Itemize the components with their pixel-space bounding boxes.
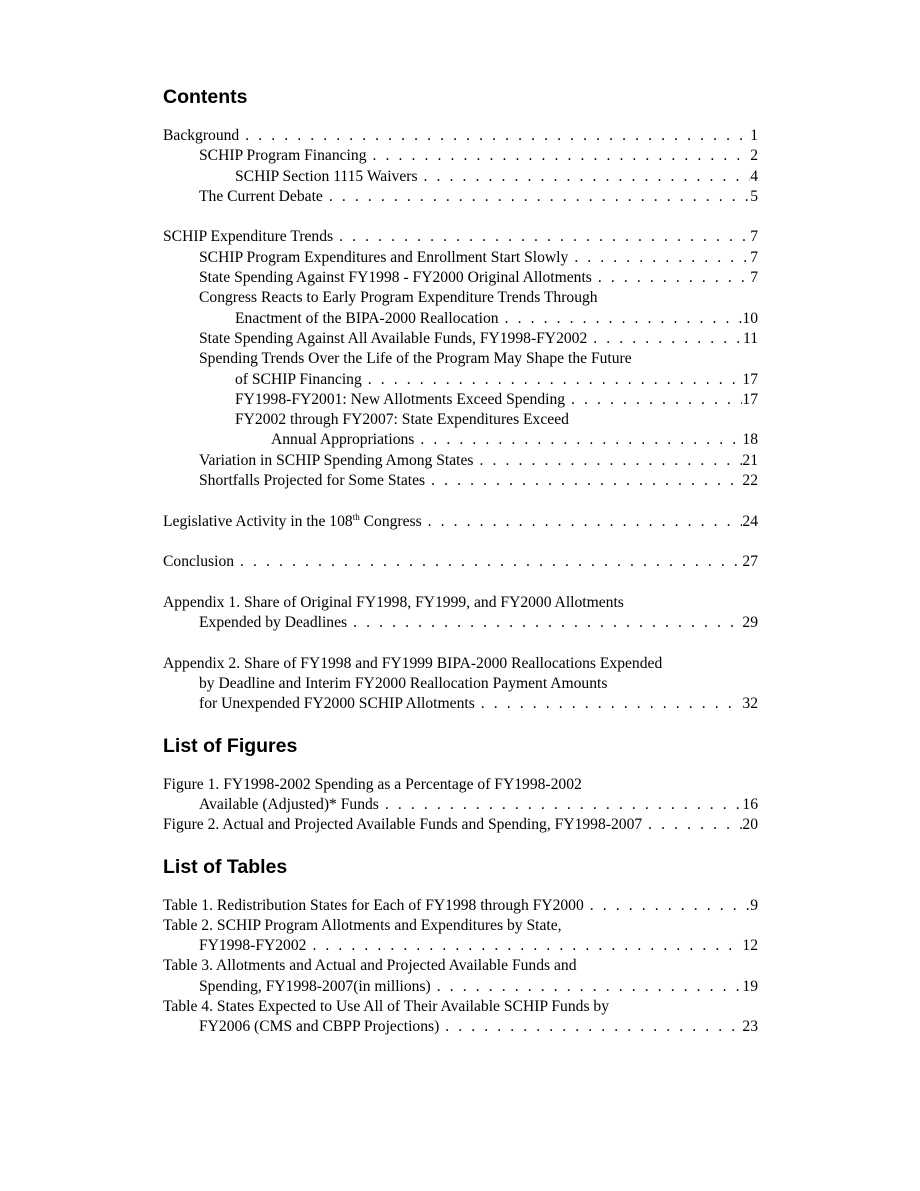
page-number: 24 bbox=[742, 512, 758, 530]
toc-entry[interactable] bbox=[163, 146, 758, 166]
entry-line bbox=[163, 167, 758, 187]
entry-title: Congress Reacts to Early Program Expenditure Trends Through bbox=[199, 289, 598, 307]
dot-leader bbox=[333, 227, 750, 247]
toc-entry[interactable] bbox=[163, 126, 758, 146]
entry-line bbox=[163, 552, 758, 572]
entry-line bbox=[163, 896, 758, 916]
dot-leader bbox=[473, 451, 742, 471]
dot-leader bbox=[362, 370, 743, 390]
dot-leader bbox=[422, 512, 743, 532]
toc-entry[interactable] bbox=[163, 187, 758, 207]
entry-line bbox=[163, 654, 758, 674]
group-spacer bbox=[163, 633, 758, 653]
page-number: 7 bbox=[750, 269, 758, 287]
entry-title: SCHIP Section 1115 Waivers bbox=[235, 167, 418, 185]
page-number: 17 bbox=[742, 370, 758, 388]
toc-entry[interactable] bbox=[163, 997, 758, 1038]
dot-leader bbox=[418, 167, 751, 187]
toc-entry[interactable] bbox=[163, 775, 758, 816]
entry-line bbox=[163, 227, 758, 247]
entry-line bbox=[163, 1017, 758, 1037]
entry-line bbox=[163, 451, 758, 471]
entry-line bbox=[163, 187, 758, 207]
dot-leader bbox=[306, 936, 742, 956]
entry-title-base: Legislative Activity in the 108 bbox=[163, 512, 353, 530]
toc-entry[interactable] bbox=[163, 593, 758, 634]
entry-title: Background bbox=[163, 127, 240, 144]
section-heading: Contents bbox=[163, 86, 248, 108]
toc-section bbox=[163, 84, 758, 715]
page-number: 16 bbox=[742, 795, 758, 813]
group-spacer bbox=[163, 207, 758, 227]
dot-leader bbox=[379, 795, 743, 815]
entry-line bbox=[163, 775, 758, 795]
entry-title: FY1998-FY2002 bbox=[199, 937, 307, 955]
toc-entry[interactable] bbox=[163, 512, 758, 532]
dot-leader bbox=[239, 126, 750, 146]
dot-leader bbox=[587, 329, 743, 349]
entry-title: Figure 2. Actual and Projected Available Funds and Spending, FY1998-2007 bbox=[163, 816, 643, 834]
entry-title: Available (Adjusted)* Funds bbox=[199, 795, 379, 813]
entry-title-rest: Congress bbox=[359, 512, 422, 530]
dot-leader bbox=[592, 268, 750, 288]
dot-leader bbox=[234, 552, 742, 572]
entry-line bbox=[163, 512, 758, 532]
entry-line bbox=[163, 471, 758, 491]
entry-line bbox=[163, 936, 758, 956]
toc-entry[interactable] bbox=[163, 896, 758, 916]
entry-title: FY2002 through FY2007: State Expenditures Exceed bbox=[235, 411, 569, 429]
entry-line bbox=[163, 795, 758, 815]
toc-entry[interactable] bbox=[163, 410, 758, 451]
entry-title: Conclusion bbox=[163, 553, 235, 571]
toc-entry[interactable] bbox=[163, 329, 758, 349]
entry-line bbox=[163, 956, 758, 976]
toc-entries bbox=[163, 896, 758, 1038]
dot-leader bbox=[347, 613, 742, 633]
entry-line bbox=[163, 694, 758, 714]
section-heading: List of Tables bbox=[163, 855, 288, 878]
toc-entry[interactable] bbox=[163, 654, 758, 715]
page-number: 1 bbox=[750, 127, 758, 144]
entry-title bbox=[163, 512, 422, 532]
entry-line bbox=[163, 288, 758, 308]
entry-title: SCHIP Program Financing bbox=[199, 147, 367, 165]
toc-entry[interactable] bbox=[163, 916, 758, 957]
entry-line bbox=[163, 916, 758, 936]
entry-line bbox=[163, 390, 758, 410]
dot-leader bbox=[425, 471, 742, 491]
entry-line bbox=[163, 593, 758, 613]
page-number: 20 bbox=[742, 816, 758, 834]
entry-title: FY1998-FY2001: New Allotments Exceed Spending bbox=[235, 390, 566, 408]
dot-leader bbox=[499, 309, 743, 329]
toc-entry[interactable] bbox=[163, 227, 758, 247]
group-spacer bbox=[163, 491, 758, 511]
section-heading: List of Figures bbox=[163, 734, 298, 757]
entry-title: Table 2. SCHIP Program Allotments and Expenditures by State, bbox=[163, 916, 562, 934]
dot-leader bbox=[367, 146, 751, 166]
page-number: 32 bbox=[742, 695, 758, 713]
toc-entry[interactable] bbox=[163, 956, 758, 997]
entry-line bbox=[163, 248, 758, 268]
entry-title: Table 3. Allotments and Actual and Projected Available Funds and bbox=[163, 957, 577, 975]
page-number: 5 bbox=[750, 187, 758, 205]
toc-section bbox=[163, 854, 758, 1038]
entry-line bbox=[163, 674, 758, 694]
entry-line bbox=[163, 370, 758, 390]
toc-entry[interactable] bbox=[163, 268, 758, 288]
entry-line bbox=[163, 410, 758, 430]
entry-title-sup: th bbox=[352, 511, 360, 522]
entry-title: Table 4. States Expected to Use All of Their Available SCHIP Funds by bbox=[163, 997, 610, 1015]
dot-leader bbox=[584, 896, 750, 916]
group-spacer bbox=[163, 532, 758, 552]
entry-title: Annual Appropriations bbox=[271, 431, 415, 449]
entry-line bbox=[163, 349, 758, 369]
entry-title: by Deadline and Interim FY2000 Reallocation Payment Amounts bbox=[199, 675, 608, 693]
entry-title: Figure 1. FY1998-2002 Spending as a Percentage of FY1998-2002 bbox=[163, 775, 582, 793]
page-number: 4 bbox=[750, 167, 758, 185]
entry-line bbox=[163, 613, 758, 633]
page-number: 11 bbox=[742, 329, 758, 347]
entry-line bbox=[163, 146, 758, 166]
toc-entry[interactable] bbox=[163, 167, 758, 187]
toc-entry[interactable] bbox=[163, 288, 758, 329]
entry-line bbox=[163, 815, 758, 835]
entry-line bbox=[163, 430, 758, 450]
dot-leader bbox=[642, 815, 742, 835]
page-number: 2 bbox=[750, 147, 758, 165]
entry-title: of SCHIP Financing bbox=[235, 370, 362, 388]
page-number: 23 bbox=[742, 1018, 758, 1036]
toc-entry[interactable] bbox=[163, 248, 758, 268]
entry-title: SCHIP Expenditure Trends bbox=[163, 228, 334, 246]
entry-line bbox=[163, 126, 758, 146]
entry-line bbox=[163, 329, 758, 349]
entry-title: for Unexpended FY2000 SCHIP Allotments bbox=[199, 695, 475, 713]
toc-entry[interactable] bbox=[163, 349, 758, 390]
entry-title: Enactment of the BIPA-2000 Reallocation bbox=[235, 309, 499, 327]
entry-line bbox=[163, 997, 758, 1017]
entry-title: Shortfalls Projected for Some States bbox=[199, 472, 426, 490]
page-number: 7 bbox=[750, 248, 758, 266]
page-number: 17 bbox=[742, 390, 758, 408]
entry-title: FY2006 (CMS and CBPP Projections) bbox=[199, 1018, 440, 1036]
toc-section bbox=[163, 733, 758, 836]
dot-leader bbox=[439, 1017, 742, 1037]
dot-leader bbox=[568, 248, 750, 268]
entry-title: Table 1. Redistribution States for Each of FY1998 through FY2000 bbox=[163, 896, 584, 914]
page-number: 21 bbox=[742, 451, 758, 469]
dot-leader bbox=[565, 390, 742, 410]
page-number: 22 bbox=[742, 472, 758, 490]
toc-entry[interactable] bbox=[163, 471, 758, 491]
entry-title: State Spending Against FY1998 - FY2000 Original Allotments bbox=[199, 269, 592, 287]
page-number: 27 bbox=[742, 553, 758, 571]
page-number: 12 bbox=[742, 937, 758, 955]
dot-leader bbox=[475, 694, 743, 714]
dot-leader bbox=[431, 977, 743, 997]
page-number: 9 bbox=[750, 896, 758, 914]
group-spacer bbox=[163, 573, 758, 593]
entry-title: The Current Debate bbox=[199, 187, 323, 205]
page-number: 29 bbox=[742, 614, 758, 632]
entry-title: Expended by Deadlines bbox=[199, 614, 348, 632]
page-number: 18 bbox=[742, 431, 758, 449]
toc-entries bbox=[163, 126, 758, 715]
entry-title: Appendix 1. Share of Original FY1998, FY1999, and FY2000 Allotments bbox=[163, 593, 624, 611]
toc-entries bbox=[163, 775, 758, 836]
entry-title: Variation in SCHIP Spending Among States bbox=[199, 451, 474, 469]
toc-entry[interactable] bbox=[163, 390, 758, 410]
page-number: 19 bbox=[742, 977, 758, 995]
toc-entry[interactable] bbox=[163, 815, 758, 835]
toc-entry[interactable] bbox=[163, 451, 758, 471]
entry-line bbox=[163, 309, 758, 329]
dot-leader bbox=[414, 430, 742, 450]
entry-title: State Spending Against All Available Funds, FY1998-FY2002 bbox=[199, 329, 588, 347]
toc-entry[interactable] bbox=[163, 552, 758, 572]
entry-title: Spending Trends Over the Life of the Program May Shape the Future bbox=[199, 350, 632, 368]
entry-line bbox=[163, 268, 758, 288]
entry-title: Appendix 2. Share of FY1998 and FY1999 BIPA-2000 Reallocations Expended bbox=[163, 654, 663, 672]
page-number: 10 bbox=[742, 309, 758, 327]
entry-title: Spending, FY1998-2007(in millions) bbox=[199, 977, 431, 995]
entry-line bbox=[163, 977, 758, 997]
page-number: 7 bbox=[750, 228, 758, 246]
entry-title: SCHIP Program Expenditures and Enrollment Start Slowly bbox=[199, 248, 569, 266]
dot-leader bbox=[323, 187, 750, 207]
toc-page bbox=[163, 84, 758, 1038]
